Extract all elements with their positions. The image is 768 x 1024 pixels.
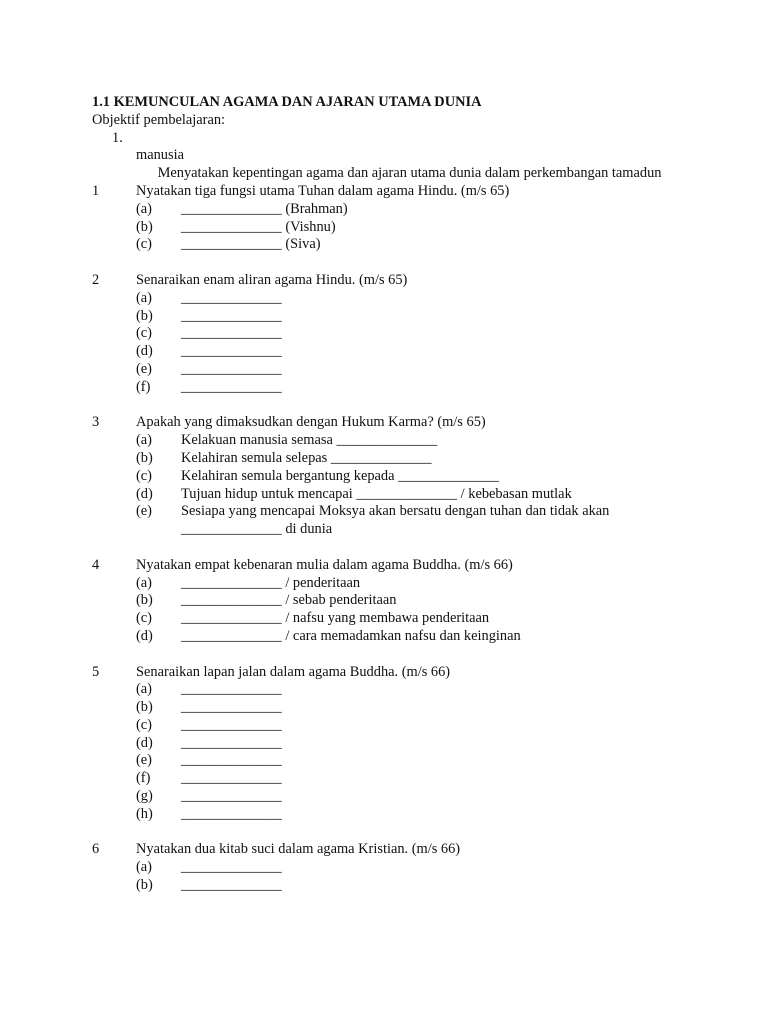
option-text: ______________ / cara memadamkan nafsu dan keinginan [181,627,521,644]
option-label: (d) [136,343,153,360]
answer-option [92,681,712,699]
objective-text-continuation: manusia [136,147,184,164]
option-text: ______________ [181,788,282,805]
option-text: Kelakuan manusia semasa ______________ [181,432,438,449]
option-label: (a) [136,859,152,876]
option-text: ______________ [181,378,282,395]
option-text: Sesiapa yang mencapai Moksya akan bersatu dengan tuhan dan tidak akan [181,503,610,520]
objective-text: Menyatakan kepentingan agama dan ajaran utama dunia dalam perkembangan tamadun [157,165,662,182]
answer-option [92,343,712,361]
option-text: ______________ / nafsu yang membawa penderitaan [181,610,490,627]
answer-option [92,770,712,788]
option-text: Tujuan hidup untuk mencapai ______________ / kebebasan mutlak [181,485,572,502]
answer-option [92,735,712,753]
option-text: ______________ (Siva) [181,236,321,253]
option-text: ______________ (Vishnu) [181,218,336,235]
option-label: (c) [136,716,152,733]
option-label: (b) [136,449,153,466]
option-label: (d) [136,485,153,502]
answer-option [92,592,712,610]
option-label: (e) [136,752,152,769]
question-text: Nyatakan tiga fungsi utama Tuhan dalam agama Hindu. (m/s 65) [136,182,510,199]
option-text: ______________ [181,770,282,787]
objective-number: 1. [112,129,123,146]
option-label: (a) [136,574,152,591]
question-heading [92,183,712,201]
question-number: 4 [92,556,100,573]
answer-option [92,877,712,895]
option-label: (b) [136,218,153,235]
option-label: (f) [136,378,151,395]
answer-option [92,628,712,646]
answer-option [92,450,712,468]
option-text: Kelahiran semula selepas ______________ [181,449,432,466]
option-text: ______________ [181,343,282,360]
question-list [92,183,712,895]
option-label: (d) [136,627,153,644]
answer-option [92,379,712,397]
question-text: Senaraikan lapan jalan dalam agama Buddha. (m/s 66) [136,663,451,680]
objective-label: Objektif pembelajaran: [92,111,226,128]
answer-option [92,219,712,237]
option-text: ______________ [181,289,282,306]
option-text: ______________ (Brahman) [181,200,348,217]
answer-option [92,610,712,628]
option-label: (h) [136,805,153,822]
question-number: 1 [92,182,100,199]
option-label: (e) [136,360,152,377]
option-text: ______________ [181,360,282,377]
answer-option [92,432,712,450]
question-number: 3 [92,414,100,431]
answer-option [92,486,712,504]
question-heading [92,841,712,859]
option-text: ______________ / sebab penderitaan [181,592,397,609]
question-number: 5 [92,663,100,680]
option-text: ______________ [181,805,282,822]
answer-option [92,788,712,806]
option-text-continuation: ______________ di dunia [181,521,333,538]
question-heading [92,664,712,682]
answer-option [92,236,712,254]
question-heading [92,414,712,432]
question-3 [92,414,712,539]
question-text: Apakah yang dimaksudkan dengan Hukum Karma? (m/s 65) [136,414,486,431]
answer-option [92,717,712,735]
option-label: (a) [136,432,152,449]
answer-option [92,201,712,219]
option-text: ______________ [181,752,282,769]
question-1 [92,183,712,254]
question-4 [92,557,712,646]
question-heading [92,272,712,290]
option-label: (b) [136,699,153,716]
option-label: (c) [136,236,152,253]
option-text: ______________ [181,716,282,733]
answer-option [92,325,712,343]
question-2 [92,272,712,397]
option-label: (g) [136,788,153,805]
question-text: Nyatakan empat kebenaran mulia dalam agama Buddha. (m/s 66) [136,556,513,573]
answer-option [92,699,712,717]
option-label: (a) [136,200,152,217]
answer-option [92,308,712,326]
answer-option [92,859,712,877]
option-label: (b) [136,877,153,894]
answer-option [92,468,712,486]
option-text: ______________ [181,699,282,716]
option-text: ______________ [181,325,282,342]
question-heading [92,557,712,575]
option-text: ______________ / penderitaan [181,574,361,591]
option-label: (c) [136,610,152,627]
option-label: (b) [136,307,153,324]
answer-option [92,806,712,824]
option-label: (a) [136,289,152,306]
option-label: (c) [136,467,152,484]
option-label: (a) [136,681,152,698]
question-6 [92,841,712,894]
option-text: ______________ [181,859,282,876]
question-number: 6 [92,841,100,858]
worksheet-content [92,94,712,895]
option-text: Kelahiran semula bergantung kepada ______________ [181,467,499,484]
answer-option [92,503,712,521]
option-text: ______________ [181,307,282,324]
answer-option [92,575,712,593]
answer-option [92,361,712,379]
option-label: (c) [136,325,152,342]
question-text: Senaraikan enam aliran agama Hindu. (m/s 65) [136,271,408,288]
option-label: (d) [136,734,153,751]
option-text: ______________ [181,734,282,751]
option-text: ______________ [181,877,282,894]
question-5 [92,664,712,824]
option-text: ______________ [181,681,282,698]
question-text: Nyatakan dua kitab suci dalam agama Kristian. (m/s 66) [136,841,461,858]
answer-option [92,752,712,770]
answer-option [92,290,712,308]
question-number: 2 [92,271,100,288]
option-label: (b) [136,592,153,609]
option-label: (f) [136,770,151,787]
option-label: (e) [136,503,152,520]
page-title: 1.1 KEMUNCULAN AGAMA DAN AJARAN UTAMA DUNIA [92,94,482,110]
